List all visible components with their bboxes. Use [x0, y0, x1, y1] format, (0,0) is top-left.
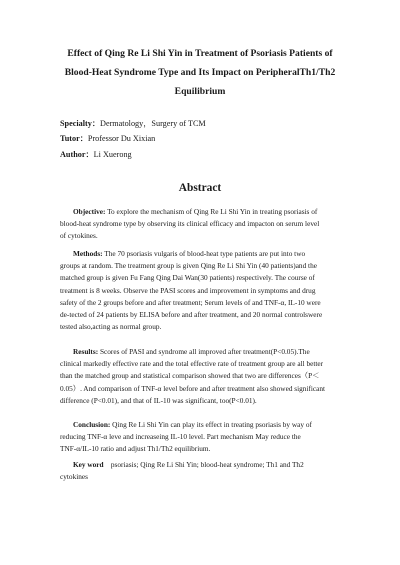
abstract-heading: Abstract — [178, 182, 222, 194]
specialty-label: Specialty： — [60, 119, 101, 128]
objective-line-1: Objective: To explore the mechanism of Qing Re Li Shi Yin in treating psoriasis of — [73, 207, 318, 216]
conclusion-line-3: TNF-α/IL-10 ratio and adjust Th1/Th2 equilibrium. — [60, 444, 211, 454]
methods-line-7: tested also,acting as normal group. — [60, 322, 162, 332]
specialty-value: Dermatology，Surgery of TCM — [100, 119, 206, 128]
results-line-2: clinical markedly effective rate and the total effective rate of treatment group are all better — [60, 359, 324, 369]
methods-line-4: treatment is 8 weeks. Observe the PASI scores and improvement in symptoms and drug — [60, 285, 316, 295]
author-label: Author： — [60, 150, 94, 159]
author-value: Li Xuerong — [93, 150, 132, 159]
title-line-1: Effect of Qing Re Li Shi Yin in Treatment of Psoriasis Patients of — [67, 48, 333, 59]
objective-label: Objective: — [73, 207, 106, 216]
methods-paragraph — [60, 248, 357, 333]
methods-label: Methods: — [73, 249, 103, 258]
tutor-line — [60, 133, 155, 144]
thesis-title — [40, 44, 360, 101]
author-line — [60, 149, 132, 160]
results-line-5: difference (P<0.01), and that of IL-10 was significant, too(P<0.01). — [60, 395, 257, 405]
objective-paragraph — [60, 206, 357, 243]
conclusion-line-2: reducing TNF-α leve and increaseing IL-10 level. Part mechanism May reduce the — [60, 432, 301, 442]
keywords-label: Key word — [73, 460, 104, 469]
keywords-paragraph — [60, 459, 357, 483]
results-line-1: Results: Scores of PASI and syndrome all improved after treatment(P<0.05).The — [73, 347, 310, 356]
results-line-3: than the matched group and statistical comparison showed that two are differences（P＜ — [60, 371, 320, 381]
conclusion-line-1: Conclusion: Qing Re Li Shi Yin can play its effect in treating psoriasis by way of — [73, 420, 312, 429]
methods-line-5: safety of the 2 groups before and after treatment; Serum levels of and TNF-α, IL-10 were — [60, 297, 321, 307]
methods-line-3: matched group is given Fu Fang Qing Dai Wan(30 patients) respectively. The course of — [60, 273, 315, 283]
results-paragraph — [60, 346, 357, 407]
title-line-3: Equilibrium — [174, 86, 226, 97]
objective-line-2: blood-heat syndrome type by observing its clinical efficacy and impacton on serum level — [60, 219, 320, 229]
results-line-4: 0.05）. And comparison of TNF-α level before and after treatment also showed significant — [60, 383, 326, 393]
conclusion-label: Conclusion: — [73, 420, 111, 429]
methods-line-1: Methods: The 70 psoriasis vulgaris of blood-heat type patients are put into two — [73, 249, 306, 258]
results-label: Results: — [73, 347, 99, 356]
objective-line-3: of cytokines. — [60, 231, 98, 241]
conclusion-paragraph — [60, 419, 357, 456]
tutor-label: Tutor： — [60, 134, 88, 143]
specialty-line — [60, 118, 206, 129]
keywords-line-1: Key word psoriasis; Qing Re Li Shi Yin; blood-heat syndrome; Th1 and Th2 — [73, 460, 304, 469]
title-line-2: Blood-Heat Syndrome Type and Its Impact on PeripheralTh1/Th2 — [64, 67, 336, 78]
methods-line-6: de-tected of 24 patients by ELISA before and after treatment, and 20 normal controlswere — [60, 310, 323, 320]
methods-line-2: groups at random. The treatment group is given Qing Re Li Shi Yin (40 patients)and the — [60, 261, 317, 271]
keywords-line-2: cytokines — [60, 472, 88, 482]
tutor-value: Professor Du Xixian — [87, 134, 156, 143]
